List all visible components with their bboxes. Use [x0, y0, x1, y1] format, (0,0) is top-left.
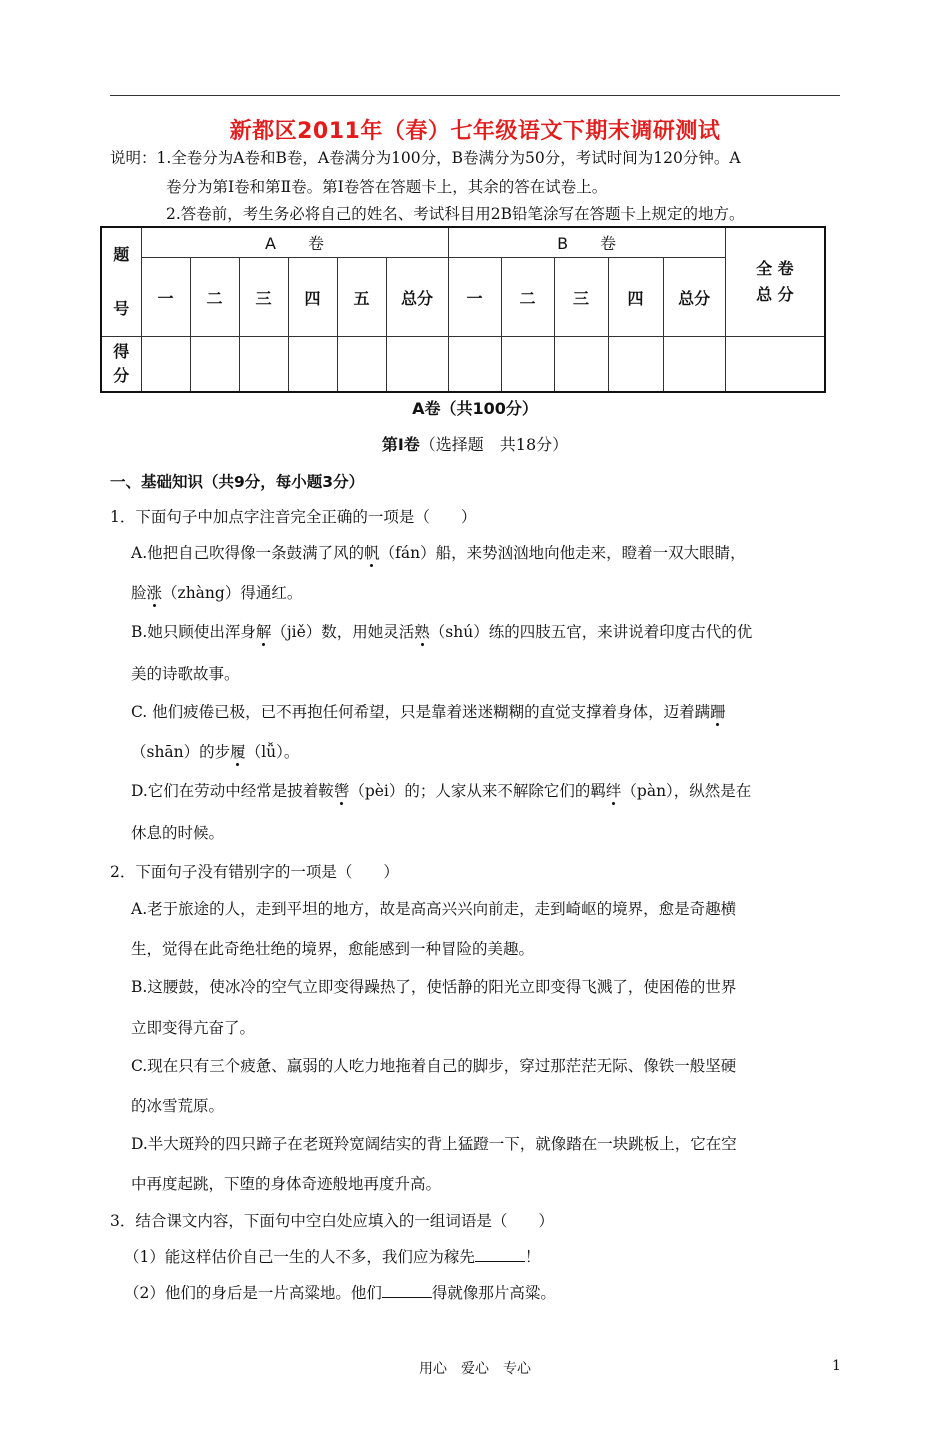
a-col-5: 五 — [337, 258, 386, 337]
q2-option-b-line2: 立即变得亢奋了。 — [131, 1019, 256, 1037]
row-label-top: 题 — [113, 245, 130, 264]
page-footer: 用心 爱心 专心 — [419, 1361, 531, 1377]
part1-rest: （选择题 共18分） — [419, 435, 569, 454]
q2-option-d-line1: D.半大斑羚的四只蹄子在老斑羚宽阔结实的背上猛蹬一下，就像踏在一块跳板上，它在空 — [131, 1135, 737, 1153]
score-cell[interactable] — [386, 337, 448, 392]
q3-blank-1[interactable] — [475, 1247, 525, 1262]
q1-option-b-line1: B.她只顾使出浑身解（jiě）数，用她灵活熟（shú）练的四肢五官，来讲说着印度古代的优 — [131, 623, 753, 641]
score-label-top: 得 — [113, 341, 130, 361]
score-cell[interactable] — [337, 337, 386, 392]
q1-option-c-line1: C. 他们疲倦已极，已不再抱任何希望，只是靠着迷迷糊糊的直觉支撑着身体，迈着蹒跚 — [131, 703, 726, 721]
b-col-1: 一 — [448, 258, 501, 337]
section-a-heading: A卷（共100分） — [412, 399, 538, 418]
score-table — [100, 226, 826, 393]
b-col-4: 四 — [608, 258, 663, 337]
instruction-line-3: 2.答卷前，考生务必将自己的姓名、考试科目用2B铅笔涂写在答题卡上规定的地方。 — [166, 205, 745, 223]
a-col-1: 一 — [141, 258, 190, 337]
part1-heading — [0, 432, 950, 455]
heading-basic-knowledge: 一、基础知识（共9分，每小题3分） — [110, 473, 365, 491]
score-cell[interactable] — [554, 337, 608, 392]
q3-sentence-2: （2）他们的身后是一片高粱地。他们 得就像那片高粱。 — [124, 1284, 556, 1302]
part1-bold: 第Ⅰ卷 — [381, 435, 420, 454]
q2-option-b-line1: B.这腰鼓，使冰冷的空气立即变得躁热了，使恬静的阳光立即变得飞溅了，使困倦的世界 — [131, 978, 737, 996]
score-cell[interactable] — [141, 337, 190, 392]
q2-option-a-line1: A.老于旅途的人，走到平坦的地方，故是高高兴兴向前走，走到崎岖的境界，愈是奇趣横 — [131, 900, 737, 918]
q2-stem: 2．下面句子没有错别字的一项是（ ） — [110, 863, 399, 881]
row-label-score — [101, 337, 141, 392]
instruction-line-2: 卷分为第Ⅰ卷和第Ⅱ卷。第Ⅰ卷答在答题卡上，其余的答在试卷上。 — [166, 178, 608, 196]
score-cell[interactable] — [501, 337, 554, 392]
score-cell[interactable] — [725, 337, 825, 392]
q3-stem: 3．结合课文内容，下面句中空白处应填入的一组词语是（ ） — [110, 1212, 554, 1230]
q1-option-b-line2: 美的诗歌故事。 — [131, 665, 240, 683]
page-number: 1 — [832, 1358, 841, 1374]
score-cell[interactable] — [663, 337, 725, 392]
a-col-total: 总分 — [386, 258, 448, 337]
q2-option-c-line1: C.现在只有三个疲惫、羸弱的人吃力地拖着自己的脚步，穿过那茫茫无际、像铁一般坚硬 — [131, 1057, 737, 1075]
header-rule — [110, 95, 840, 96]
instruction-line-1: 说明：1.全卷分为A卷和B卷，A卷满分为100分，B卷满分为50分，考试时间为120分钟。A — [110, 149, 741, 167]
a-col-4: 四 — [288, 258, 337, 337]
b-col-total: 总分 — [663, 258, 725, 337]
total-header: 全 卷 总 分 — [725, 227, 825, 337]
page-title: 新都区2011年（春）七年级语文下期末调研测试 — [229, 119, 721, 144]
score-label-bottom: 分 — [113, 365, 130, 385]
score-cell[interactable] — [190, 337, 239, 392]
q1-option-c-line2: （shān）的步履（lǚ）。 — [131, 743, 300, 761]
b-paper-header: B 卷 — [448, 227, 725, 258]
score-cell[interactable] — [288, 337, 337, 392]
a-col-2: 二 — [190, 258, 239, 337]
a-paper-header: A 卷 — [141, 227, 448, 258]
row-label-bottom: 号 — [113, 299, 130, 318]
b-col-2: 二 — [501, 258, 554, 337]
q3-sentence-1: （1）能这样估价自己一生的人不多，我们应为稼先 ！ — [124, 1248, 541, 1266]
q1-option-a-line1: A.他把自己吹得像一条鼓满了风的帆（fán）船，来势汹汹地向他走来，瞪着一双大眼睛， — [131, 544, 746, 562]
q2-option-c-line2: 的冰雪荒原。 — [131, 1097, 225, 1115]
q1-option-a-line2: 脸涨（zhàng）得通红。 — [131, 584, 303, 602]
q1-option-d-line1: D.它们在劳动中经常是披着鞍辔（pèi）的；人家从来不解除它们的羁绊（pàn），纵然是在 — [131, 782, 752, 800]
a-col-3: 三 — [239, 258, 288, 337]
score-cell[interactable] — [239, 337, 288, 392]
q2-option-d-line2: 中再度起跳，下堕的身体奇迹般地再度升高。 — [131, 1175, 442, 1193]
row-label-question — [101, 227, 141, 337]
q3-blank-2[interactable] — [382, 1283, 432, 1298]
score-cell[interactable] — [608, 337, 663, 392]
q1-option-d-line2: 休息的时候。 — [131, 824, 225, 842]
q2-option-a-line2: 生，觉得在此奇绝壮绝的境界，愈能感到一种冒险的美趣。 — [131, 940, 535, 958]
b-col-3: 三 — [554, 258, 608, 337]
score-cell[interactable] — [448, 337, 501, 392]
q1-stem: 1．下面句子中加点字注音完全正确的一项是（ ） — [110, 508, 477, 526]
